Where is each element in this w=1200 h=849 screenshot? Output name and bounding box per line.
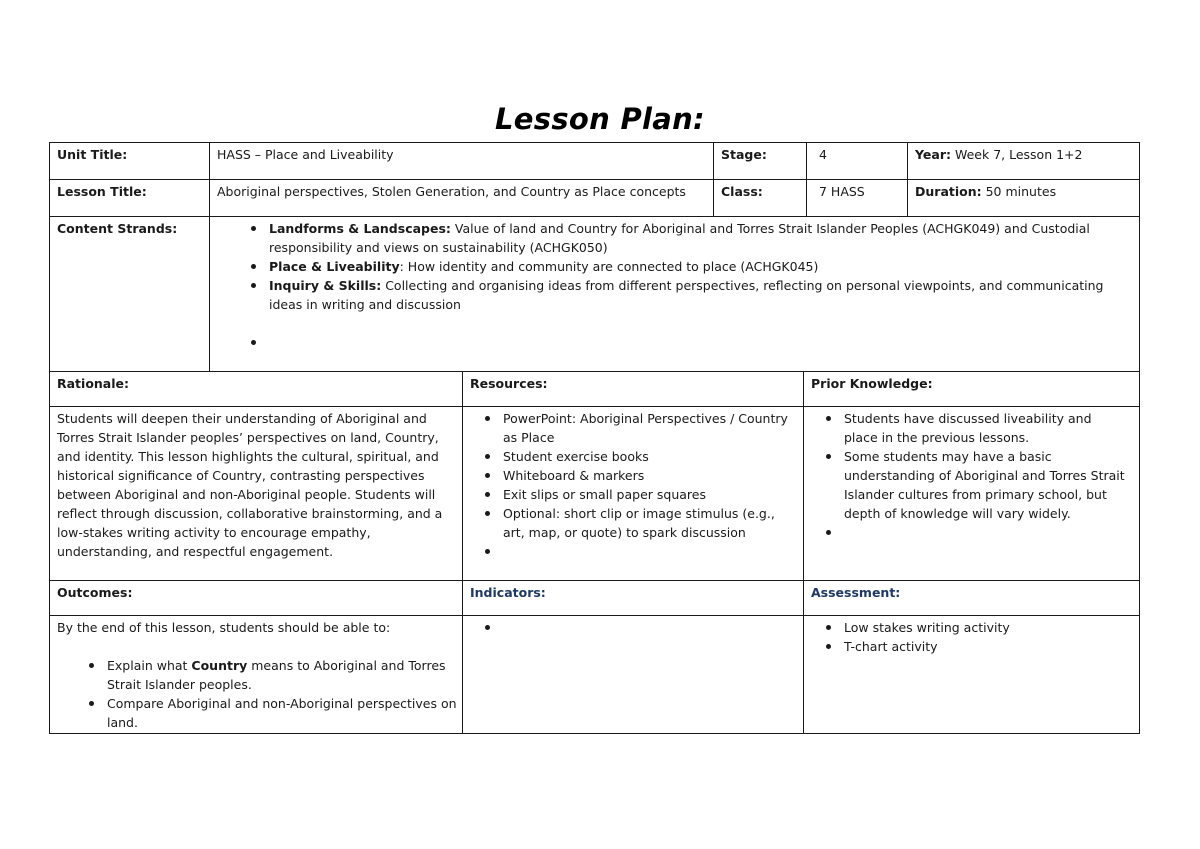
class-value: 7 HASS xyxy=(819,184,865,199)
prior-knowledge-label: Prior Knowledge: xyxy=(811,376,933,391)
outcomes-list-wrap xyxy=(79,656,459,732)
resources-list xyxy=(476,409,794,561)
list-item: Low stakes writing activity xyxy=(817,618,1129,637)
list-item: PowerPoint: Aboriginal Perspectives / Country as Place xyxy=(476,409,794,447)
assessment-list xyxy=(817,618,1129,656)
unit-title-value: HASS – Place and Liveability xyxy=(217,147,394,162)
lesson-title-value: Aboriginal perspectives, Stolen Generation, and Country as Place concepts xyxy=(217,184,686,199)
resources-list-wrap xyxy=(476,409,794,561)
assessment-label: Assessment: xyxy=(811,585,901,600)
list-item xyxy=(817,523,1129,542)
list-item: Explain what Country means to Aboriginal and Torres Strait Islander peoples. xyxy=(79,656,459,694)
prior-knowledge-list xyxy=(817,409,1129,542)
list-item: Inquiry & Skills: Collecting and organising ideas from different perspectives, reflecting on personal viewpoints, and communicating ideas in writing and discussion xyxy=(241,276,1121,314)
year-field xyxy=(915,145,1082,164)
prior-knowledge-list-wrap xyxy=(817,409,1129,542)
assessment-list-wrap xyxy=(817,618,1129,656)
year-label: Year: xyxy=(915,147,951,162)
content-strands-list xyxy=(241,219,1121,352)
outcomes-list xyxy=(79,656,459,732)
list-item xyxy=(476,542,794,561)
list-item: Optional: short clip or image stimulus (e.g., art, map, or quote) to spark discussion xyxy=(476,504,794,542)
rationale-text: Students will deepen their understanding of Aboriginal and Torres Strait Islander peoples’ perspectives on land, Country, and identity. This lesson highlights the cultural, spiritual, and historical significance of Country, contrasting perspectives between Aboriginal and non-Aboriginal people. Students will reflect through discussion, collaborative brainstorming, and a low-stakes writing activity to encourage empathy, understanding, and respectful engagement. xyxy=(57,411,443,559)
list-item xyxy=(241,333,1121,352)
duration-label: Duration: xyxy=(915,184,982,199)
indicators-label: Indicators: xyxy=(470,585,546,600)
resources-label: Resources: xyxy=(470,376,548,391)
list-item: Students have discussed liveability and place in the previous lessons. xyxy=(817,409,1129,447)
class-label: Class: xyxy=(721,184,763,199)
stage-label: Stage: xyxy=(721,147,767,162)
rationale-label: Rationale: xyxy=(57,376,130,391)
list-item: T-chart activity xyxy=(817,637,1129,656)
outcomes-label: Outcomes: xyxy=(57,585,133,600)
page-title: Lesson Plan: xyxy=(495,102,705,136)
list-item: Exit slips or small paper squares xyxy=(476,485,794,504)
list-item: Student exercise books xyxy=(476,447,794,466)
content-strands-label: Content Strands: xyxy=(57,221,178,236)
list-item: Landforms & Landscapes: Value of land and Country for Aboriginal and Torres Strait Islander Peoples (ACHGK049) and Custodial responsibility and views on sustainability (ACHGK050) xyxy=(241,219,1121,257)
year-value: Week 7, Lesson 1+2 xyxy=(954,147,1083,162)
list-item: Whiteboard & markers xyxy=(476,466,794,485)
duration-field xyxy=(915,182,1056,201)
duration-value: 50 minutes xyxy=(985,184,1057,199)
indicators-list-wrap xyxy=(476,618,794,637)
list-item: Some students may have a basic understanding of Aboriginal and Torres Strait Islander cultures from primary school, but depth of knowledge will vary widely. xyxy=(817,447,1129,523)
list-item: Compare Aboriginal and non-Aboriginal perspectives on land. xyxy=(79,694,459,732)
outcomes-intro: By the end of this lesson, students should be able to: xyxy=(57,620,391,635)
stage-value: 4 xyxy=(819,147,827,162)
list-item xyxy=(476,618,794,637)
unit-title-label: Unit Title: xyxy=(57,147,128,162)
indicators-list xyxy=(476,618,794,637)
lesson-plan-table xyxy=(49,142,1140,734)
content-strands-list-wrap xyxy=(241,219,1121,352)
list-item: Place & Liveability: How identity and community are connected to place (ACHGK045) xyxy=(241,257,1121,276)
lesson-title-label: Lesson Title: xyxy=(57,184,147,199)
